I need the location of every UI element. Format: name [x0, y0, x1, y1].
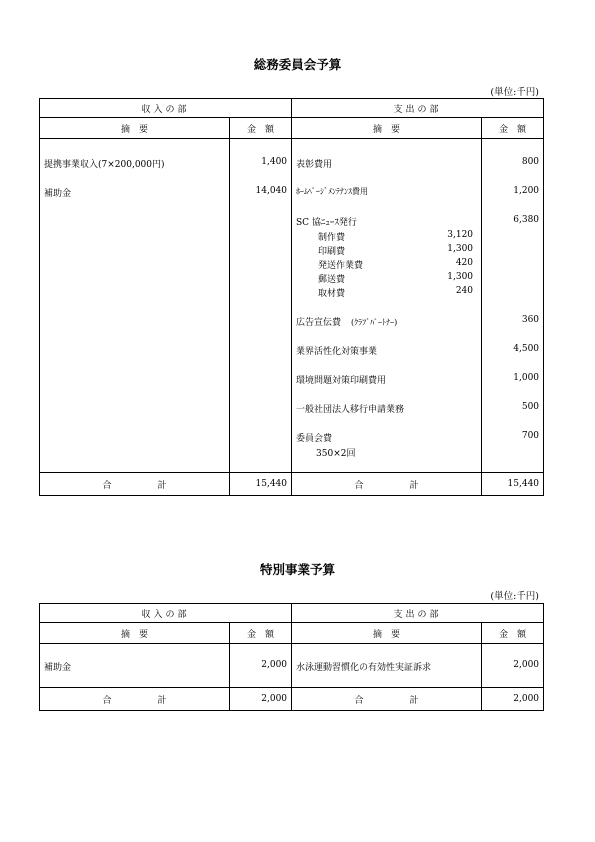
budget2-income-total-label [40, 688, 230, 711]
budget1-income-amount-header: 金 額 [230, 118, 292, 139]
expense-item-amount: 2,000 [513, 660, 540, 670]
income-item-label: 提携事業収入(7×200,000円) [44, 160, 165, 170]
news-breakdown-amount: 420 [455, 258, 474, 268]
expense-item-amount: 1,000 [513, 373, 540, 383]
budget1-income-total-label [40, 473, 230, 496]
budget1-expense-amount-header: 金 額 [482, 118, 544, 139]
income-item-amount: 2,000 [261, 660, 288, 670]
expense-item-label: 委員会費 [296, 434, 333, 444]
income-item-label: 補助金 [44, 189, 72, 199]
total-label-a: 合 [102, 480, 112, 491]
expense-item-amount: 4,500 [513, 344, 540, 354]
budget1-expense-header: 支出の部 [292, 99, 544, 118]
budget2-unit: (単位:千円) [490, 591, 539, 602]
budget1-expense-item-header: 摘 要 [292, 118, 482, 139]
income-item-amount: 1,400 [261, 157, 288, 167]
budget2-income-total: 2,000 [230, 688, 292, 711]
expense-item-amount: 800 [521, 157, 540, 167]
expense-item-amount: 700 [521, 431, 540, 441]
budget2-expense-total: 2,000 [482, 688, 544, 711]
budget2-income-items [40, 644, 230, 688]
news-breakdown-label: 取材費 [318, 289, 346, 299]
expense-item-amount: 500 [521, 402, 540, 412]
total-label-b: 計 [157, 480, 167, 491]
total-label-b: 計 [409, 480, 419, 491]
total-label-a: 合 [354, 480, 364, 491]
budget1-expense-items [292, 139, 482, 473]
total-label-b: 計 [409, 695, 419, 706]
budget2-income-amount-header: 金 額 [230, 623, 292, 644]
budget1-income-total: 15,440 [230, 473, 292, 496]
expense-item-label: SC 協ﾆｭｰｽ発行 [296, 218, 357, 228]
budget2-table [39, 603, 544, 711]
income-item-label: 補助金 [44, 663, 72, 673]
news-breakdown-amount: 3,120 [447, 230, 474, 240]
budget2-expense-amounts [482, 644, 544, 688]
total-label-a: 合 [102, 695, 112, 706]
total-label-a: 合 [354, 695, 364, 706]
budget1-income-amounts [230, 139, 292, 473]
expense-item-label: 一般社団法人移行申請業務 [296, 405, 405, 415]
expense-item-label: 環境問題対策印刷費用 [296, 376, 387, 386]
advert-label: 広告宣伝費 [296, 318, 342, 328]
news-breakdown-label: 制作費 [318, 233, 346, 243]
budget2-title: 特別事業予算 [259, 562, 335, 577]
expense-item-label [296, 315, 397, 328]
advert-note: (ｸﾗﾌﾞﾊﾟｰﾄﾅｰ) [351, 318, 398, 327]
budget1-income-header: 収入の部 [40, 99, 292, 118]
expense-item-label: ﾎｰﾑﾍﾟｰｼﾞﾒﾝﾃﾅﾝｽ費用 [296, 187, 369, 196]
expense-item-amount: 360 [521, 315, 540, 325]
budget1-expense-total-label [292, 473, 482, 496]
budget2-expense-items [292, 644, 482, 688]
budget2-income-item-header: 摘 要 [40, 623, 230, 644]
total-label-b: 計 [157, 695, 167, 706]
news-breakdown-amount: 1,300 [447, 272, 474, 282]
budget2-expense-item-header: 摘 要 [292, 623, 482, 644]
expense-item-label: 表彰費用 [296, 160, 333, 170]
budget2-income-amounts [230, 644, 292, 688]
news-breakdown-label: 印刷費 [318, 247, 346, 257]
budget1-expense-amounts [482, 139, 544, 473]
budget2-expense-header: 支出の部 [292, 604, 544, 623]
budget2-expense-total-label [292, 688, 482, 711]
committee-note: 350×2回 [316, 449, 356, 459]
news-breakdown-label: 発送作業費 [318, 261, 364, 271]
budget1-unit: (単位:千円) [490, 87, 539, 98]
budget1-title: 総務委員会予算 [253, 57, 342, 72]
expense-item-amount: 1,200 [513, 186, 540, 196]
budget1-expense-total: 15,440 [482, 473, 544, 496]
budget1-income-items [40, 139, 230, 473]
news-breakdown-amount: 240 [455, 286, 474, 296]
budget1-income-item-header: 摘 要 [40, 118, 230, 139]
expense-item-label: 水泳運動習慣化の有効性実証訴求 [296, 663, 432, 673]
expense-item-amount: 6,380 [513, 215, 540, 225]
budget2-expense-amount-header: 金 額 [482, 623, 544, 644]
news-breakdown-amount: 1,300 [447, 244, 474, 254]
budget2-income-header: 収入の部 [40, 604, 292, 623]
expense-item-label: 業界活性化対策事業 [296, 347, 378, 357]
budget1-table [39, 98, 544, 496]
income-item-amount: 14,040 [255, 186, 288, 196]
news-breakdown-label: 郵送費 [318, 275, 346, 285]
